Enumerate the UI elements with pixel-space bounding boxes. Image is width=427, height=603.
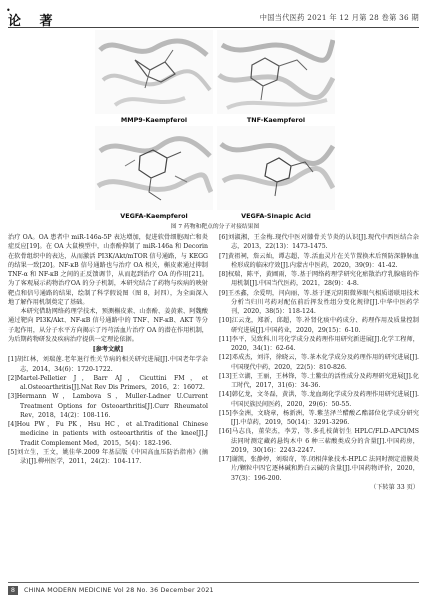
docking-figure: [93, 30, 337, 230]
bullet-icon: •: [6, 6, 11, 15]
panel-label: TNF-Kaempferol: [246, 116, 306, 124]
panel-label: VEGFA-Sinapic Acid: [241, 212, 311, 220]
figure-caption: 图 7 药物和靶点的分子对接结果图: [170, 224, 260, 230]
reference-item: [14]韩亿龙，文冬磊，黄洪，等.龙血竭化学成分及药理作用研究进展[J].中国民族民间医药，2020，29(6)：50-55.: [219, 391, 419, 408]
reference-item: [16]马志良，董荣杰，李芳，等.多孔枝菌衍生 HPLC/FLD-APCI/MS 法同时测定藏药悬钩木中 6 种三萜酸类成分的含量[J].中国药房，2019，30(16)：2243-2247.: [219, 428, 419, 454]
reference-item: [13]王立湖，王丽，王林锋，等.土鳖虫的活性成分及药理研究进展[J].化工时代，2017，31(6)：34-36.: [219, 372, 419, 389]
docking-panel-mmp9-kaempferol: [95, 30, 213, 114]
body-paragraph: 治疗 OA。OA 患者中 miR-146a-5P 表达增加，促进软骨细胞凋亡和炎症反应[19]。在 OA 大鼠模型中，山柰酚抑制了 miR-146a 和 Decorin 在软骨组织中的表达，从而激活 PI3K/Akt/mTOR 信号通路，与 KEGG 的结果一致[20]。NF-κB 信号通路也与治疗 OA 相关，槲皮素通过抑制 TNF-α 和 NF-κB 之间的正反馈调节，从而起到治疗 OA 的作用[21]。为了客观展示药物治疗OA 的分子机制，本研究结合了药物与疾病的映射靶点和信号通路的结果，绘制了科学假说图（图 8，封四），为全面深入地了解作用机制奠定了基础。: [8, 234, 208, 306]
header-rule: [8, 27, 419, 28]
reference-item: [4]Hou PW，Fu PK，Hsu HC，et al.Traditional Chinese medicine in patients with osteoarthritis of the knee[J].J Tradit Complement Med，2015，5(4)：182-196.: [8, 421, 208, 447]
reference-item: [12]邓成杰，刘洋，徐晓云，等.茶木化学成分及药理作用的研究进展[J].中国现代中药，2020，22(5)：810-826.: [219, 354, 419, 371]
reference-item: [5]刘立生，王文，姚佳华.2009 年基层版《中国高血压防治指南》(摘录)[J].柳州医学，2011，24(2)：104-117.: [8, 448, 208, 465]
panel-label: VEGFA-Kaempferol: [120, 212, 188, 220]
reference-item: [2]Martel-Pelletier J，Barr AJ，Cicuttini FM，et al.Osteoarthritis[J].Nat Rev Dis Primers，2016，2：16072.: [8, 374, 208, 391]
reference-item: [17]谢凯，张静婷，刘瑞奇，等.闭相萍象技术-HPLC 法同时测定滑膜炎片/颗粒中四它逐林碱和黔白云碱的含量[J].中国药物评价，2020，37(3)：196-200.: [219, 456, 419, 482]
footer-journal: CHINA MODERN MEDICINE Vol 28 No. 36 December 2021: [24, 586, 214, 594]
reference-item: [10]江云龙，郑新，邱超，等.补肾化痰中药成分、药理作用及质量控制研究进展[J].中国药业，2020，29(15)：6-10.: [219, 317, 419, 334]
page-header: [0, 0, 427, 30]
reference-item: [7]黄祖祠，詹云灿，谭志超，等.活血灵片在关节置换术后预防深静脉血栓形成的临床疗效[J].内蒙古中医药，2020，39(9)：41-42.: [219, 252, 419, 269]
docking-panel-vegfa-kaempferol: [95, 126, 213, 210]
docking-panel-tnf-kaempferol: [217, 30, 335, 114]
right-column: [219, 233, 419, 492]
panel-label: MMP9-Kaempferol: [120, 116, 188, 124]
section-title: 论 著: [8, 14, 60, 29]
reference-item: [1]胡红林，刘瑞莲.老年退行性关节病的相关研究进展[J].中国老年学杂志，2014，34(6)：1720-1722.: [8, 356, 208, 373]
reference-item: [11]李平，吴致科.川芎化学成分及药理作用研究新进展[J].化学工程师，2020，34(1)：62-64.: [219, 335, 419, 352]
page-number: 8: [8, 586, 18, 595]
page-footer: [8, 582, 419, 597]
reference-item: [9]王丞鑫，余爱明，闫向丽，等.基于逐元阴阳微界眼气相质谱联用技术分析当归川芎药对配伍前后挥发性组分变化规律[J].中华中医药学刊，2020，38(5)：118-124.: [219, 289, 419, 315]
reference-item: [15]李金洲，文晓章，杨新洲，等.紫茎泽兰醋酸乙酯部位化学成分研究[J].中草药，2019，50(14)：3291-3296.: [219, 409, 419, 426]
docking-panel-vegfa-sinapic-acid: [217, 126, 335, 210]
continue-note: （下转第 33 页）: [370, 483, 419, 491]
body-paragraph: 本研究借助网络药理学技术，预测槲皮素、山柰酚、姜黄素、阿魏酸通过靶向 PI3K/Akt、NF-κB 信号通路中的 TNF、NF-κB、AKT 等分子起作用，从分子水平方向揭示了丹芎活血片治疗 OA 的潜在作用机制，为后期药物研发及疾病治疗提供一定理论依据。: [8, 308, 208, 343]
left-column: [8, 233, 208, 466]
references-heading: [参考文献]: [92, 346, 124, 353]
reference-item: [8]权瑞，陈平，黄圃雨，等.基于网络药理学研究化瘀散治疗乳腺癌的作用机制[J].中国当代医药，2021，28(9)：4-8.: [219, 271, 419, 288]
journal-issue: 中国当代医药 2021 年 12 月第 28 卷第 36 期: [259, 13, 419, 22]
reference-item: [6]刘淑湘，王金梅.现代中医对膝骨关节炎的认识[J].现代中西医结合杂志，2013，22(13)：1473-1475.: [219, 234, 419, 251]
reference-item: [3]Hermann W，Lambova S，Muller-Ladner U.Current Treatment Options for Osteoarthritis[J].Curr Rheumatol Rev，2018，14(2)：108-116.: [8, 393, 208, 419]
